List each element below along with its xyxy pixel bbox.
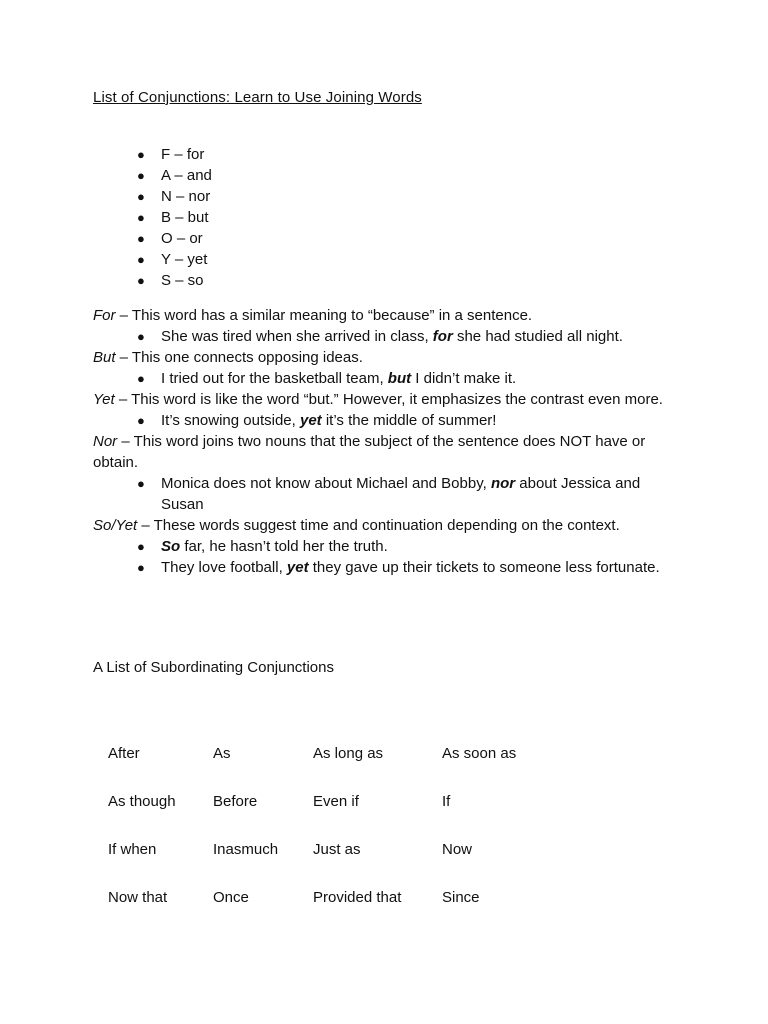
bullet-icon: ● (137, 252, 145, 267)
table-cell: If (442, 793, 451, 810)
table-cell: Since (442, 889, 480, 906)
table-row (108, 791, 562, 839)
table-cell: After (108, 745, 140, 762)
definition-but: But – This one connects opposing ideas. (93, 349, 363, 366)
example-item: ● They love football, yet they gave up their tickets to someone less fortunate. (137, 559, 660, 576)
example-item: ● Monica does not know about Michael and Bobby, nor about Jessica and Susan (137, 475, 641, 513)
bullet-icon: ● (137, 210, 145, 225)
table-cell: As (213, 745, 231, 762)
section-heading: A List of Subordinating Conjunctions (93, 659, 334, 676)
example-item: ● So far, he hasn’t told her the truth. (137, 538, 388, 555)
list-item: ● B – but (137, 209, 209, 226)
fanboys-list (137, 144, 212, 291)
list-item: ● Y – yet (137, 251, 208, 268)
example-item: ● I tried out for the basketball team, but I didn’t make it. (137, 370, 517, 387)
bullet-icon: ● (137, 539, 145, 554)
table-cell: Even if (313, 793, 359, 810)
table-cell: Now (442, 841, 473, 858)
table-cell: Provided that (313, 889, 402, 906)
example-item: ● She was tired when she arrived in class, for she had studied all night. (137, 328, 623, 345)
bullet-icon: ● (137, 231, 145, 246)
table-row (108, 743, 562, 791)
list-item: ● S – so (137, 272, 204, 289)
list-item: ● N – nor (137, 188, 211, 205)
table-cell: If when (108, 841, 157, 858)
table-cell: Once (213, 889, 249, 906)
table-cell: Before (213, 793, 258, 810)
example-item: ● It’s snowing outside, yet it’s the middle of summer! (137, 412, 497, 429)
bullet-icon: ● (137, 189, 145, 204)
bullet-icon: ● (137, 329, 145, 344)
page-title: List of Conjunctions: Learn to Use Joining Words (93, 89, 422, 106)
bullet-icon: ● (137, 168, 145, 183)
bullet-icon: ● (137, 560, 145, 575)
definition-yet: Yet – This word is like the word “but.” However, it emphasizes the contrast even more. (93, 391, 663, 408)
bullet-icon: ● (137, 476, 145, 491)
table-cell: Inasmuch (213, 841, 279, 858)
definition-so-yet: So/Yet – These words suggest time and continuation depending on the context. (93, 517, 620, 534)
list-item: ● A – and (137, 167, 212, 184)
table-row (108, 839, 562, 887)
definition-for: For – This word has a similar meaning to “because” in a sentence. (93, 307, 533, 324)
subordinating-conjunctions-table (108, 743, 562, 935)
bullet-icon: ● (137, 413, 145, 428)
bullet-icon: ● (137, 371, 145, 386)
table-cell: As long as (313, 745, 384, 762)
list-item: ● F – for (137, 146, 205, 163)
conjunction-explanations (93, 305, 673, 578)
bullet-icon: ● (137, 147, 145, 162)
bullet-icon: ● (137, 273, 145, 288)
definition-nor: Nor – This word joins two nouns that the subject of the sentence does NOT have or obtain. (93, 433, 646, 471)
table-row (108, 887, 562, 935)
list-item: ● O – or (137, 230, 203, 247)
table-cell: Now that (108, 889, 168, 906)
table-cell: Just as (313, 841, 361, 858)
table-cell: As soon as (442, 745, 517, 762)
table-cell: As though (108, 793, 176, 810)
